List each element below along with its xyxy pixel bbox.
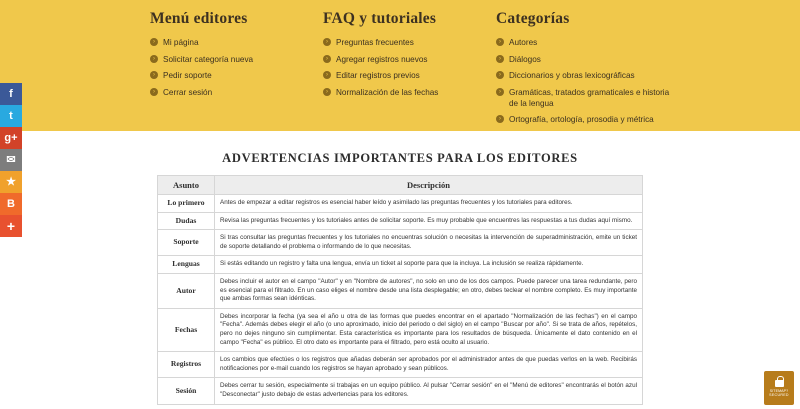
cell-asunto: Lenguas <box>158 256 215 274</box>
menu-item-label: Preguntas frecuentes <box>336 38 414 47</box>
chevron-right-icon: › <box>496 88 504 96</box>
menu-item-label: Ortografía, ortología, prosodia y métrica <box>509 115 654 124</box>
table-row <box>158 273 643 308</box>
menu-item-label: Autores <box>509 38 538 47</box>
menu-item-label: Editar registros previos <box>336 71 420 80</box>
chevron-right-icon: › <box>323 55 331 63</box>
table-header-row <box>158 176 643 195</box>
lock-icon <box>775 380 784 387</box>
menu-item-normalizacion-fechas[interactable] <box>323 87 496 98</box>
chevron-right-icon: › <box>150 88 158 96</box>
menu-list-categorias <box>496 37 676 125</box>
menu-item-ortografia[interactable] <box>496 114 676 125</box>
chevron-right-icon: › <box>150 55 158 63</box>
menu-heading-faq: FAQ y tutoriales <box>323 10 437 27</box>
star-icon[interactable]: ★ <box>0 171 22 193</box>
chevron-right-icon: › <box>323 71 331 79</box>
menu-item-label: Diálogos <box>509 54 541 64</box>
blogger-icon[interactable]: B <box>0 193 22 215</box>
email-icon[interactable]: ✉ <box>0 149 22 171</box>
more-icon[interactable]: + <box>0 215 22 237</box>
badge-line-2: SECURED <box>769 392 789 397</box>
menu-item-label: Solicitar categoría nueva <box>163 54 254 64</box>
menu-item-agregar-registros[interactable] <box>323 54 496 65</box>
cell-descripcion: Revisa las preguntas frecuentes y los tutoriales antes de solicitar soporte. Es muy probable que encuentres las respuestas a tus dudas aquí mismo. <box>215 212 643 230</box>
cell-asunto: Fechas <box>158 308 215 351</box>
security-badge[interactable] <box>764 371 794 405</box>
table-row <box>158 256 643 274</box>
menu-item-label: Diccionarios y obras lexicográficas <box>509 71 635 80</box>
cell-asunto: Registros <box>158 352 215 378</box>
cell-descripcion: Los cambios que efectúes o los registros que añadas deberán ser aprobados por el administrador antes de que puedas verlos en la web. Recibirás notificaciones por e-mail cuando los registros se hayan aprobado y sean públicos. <box>215 352 643 378</box>
google-plus-icon[interactable]: g+ <box>0 127 22 149</box>
cell-descripcion: Debes incluir el autor en el campo "Autor" y en "Nombre de autores", no solo en uno de los dos campos. Puede parecer una tarea redundante, pero es esencial para el filtrado. En un caso eliges el nombre desde una lista desplegable; en otro, debes teclear el nombre completo. Es muy importante que ambas formas sean idénticas. <box>215 273 643 308</box>
cell-descripcion: Antes de empezar a editar registros es esencial haber leído y asimilado las preguntas frecuentes y los tutoriales para editores. <box>215 195 643 213</box>
advertencias-table <box>157 175 643 405</box>
badge-line-1: SITEMAP? <box>769 388 789 393</box>
cell-descripcion: Si estás editando un registro y falta una lengua, envía un ticket al soporte para que la incluya. La inclusión se realiza rápidamente. <box>215 256 643 274</box>
table-row <box>158 352 643 378</box>
menu-item-gramaticas[interactable] <box>496 87 676 109</box>
menu-item-diccionarios[interactable] <box>496 70 676 81</box>
menu-column-faq <box>323 10 496 131</box>
menu-item-label: Pedir soporte <box>163 71 212 80</box>
facebook-icon[interactable]: f <box>0 83 22 105</box>
menu-item-solicitar-categoria[interactable] <box>150 54 323 65</box>
menu-columns <box>150 10 790 131</box>
menu-column-editores <box>150 10 323 131</box>
cell-asunto: Sesión <box>158 378 215 404</box>
twitter-icon[interactable]: t <box>0 105 22 127</box>
editor-top-panel <box>0 0 800 131</box>
cell-asunto: Soporte <box>158 230 215 256</box>
menu-column-categorias <box>496 10 676 131</box>
main-content <box>0 131 800 405</box>
table-row <box>158 212 643 230</box>
menu-heading-categorias: Categorías <box>496 10 570 27</box>
menu-item-pedir-soporte[interactable] <box>150 70 323 81</box>
column-header-asunto: Asunto <box>158 176 215 195</box>
menu-item-label: Gramáticas, tratados gramaticales e historia de la lengua <box>509 87 670 108</box>
menu-item-preguntas-frecuentes[interactable] <box>323 37 496 48</box>
chevron-right-icon: › <box>150 38 158 46</box>
column-header-descripcion: Descripción <box>215 176 643 195</box>
cell-descripcion: Debes incorporar la fecha (ya sea el año u otra de las formas que puedes encontrar en el apartado "Normalización de las fechas") en el campo "Fecha". Además debes elegir el año (o uno aproximado, inicio del periodo o del siglo) en el campo "Buscar por año". Si se trata de años, repételos, pero no dejes ninguno sin cumplimentar. Esta característica es importante para los resultados de búsqueda. Únicamente el dato contenido en el campo "Fecha" es público. El otro dato es importante para el filtrado, pero está oculto al usuario. <box>215 308 643 351</box>
cell-asunto: Lo primero <box>158 195 215 213</box>
menu-item-label: Normalización de las fechas <box>336 87 439 97</box>
table-row <box>158 308 643 351</box>
menu-item-autores[interactable] <box>496 37 676 48</box>
chevron-right-icon: › <box>323 38 331 46</box>
cell-asunto: Dudas <box>158 212 215 230</box>
chevron-right-icon: › <box>323 88 331 96</box>
menu-item-label: Agregar registros nuevos <box>336 54 428 64</box>
chevron-right-icon: › <box>496 115 504 123</box>
menu-item-editar-registros[interactable] <box>323 70 496 81</box>
cell-descripcion: Si tras consultar las preguntas frecuentes y los tutoriales no encuentras solución o necesitas la intervención de superadministración, emite un ticket de soporte detallando el problema o informando de lo que necesitas. <box>215 230 643 256</box>
menu-item-dialogos[interactable] <box>496 54 676 65</box>
table-row <box>158 230 643 256</box>
chevron-right-icon: › <box>496 38 504 46</box>
menu-item-label: Mi página <box>163 38 199 47</box>
table-row <box>158 378 643 404</box>
menu-item-mi-pagina[interactable] <box>150 37 323 48</box>
chevron-right-icon: › <box>150 71 158 79</box>
menu-list-editores <box>150 37 323 98</box>
menu-item-cerrar-sesion[interactable] <box>150 87 323 98</box>
table-row <box>158 195 643 213</box>
cell-asunto: Autor <box>158 273 215 308</box>
menu-heading-editores: Menú editores <box>150 10 248 27</box>
cell-descripcion: Debes cerrar tu sesión, especialmente si trabajas en un equipo público. Al pulsar "Cerrar sesión" en el "Menú de editores" encontrarás el botón azul "Desconectar" justo debajo de estas advertencias para los editores. <box>215 378 643 404</box>
chevron-right-icon: › <box>496 55 504 63</box>
menu-item-label: Cerrar sesión <box>163 87 213 97</box>
page-title: ADVERTENCIAS IMPORTANTES PARA LOS EDITORES <box>222 151 578 165</box>
chevron-right-icon: › <box>496 71 504 79</box>
menu-list-faq <box>323 37 496 98</box>
